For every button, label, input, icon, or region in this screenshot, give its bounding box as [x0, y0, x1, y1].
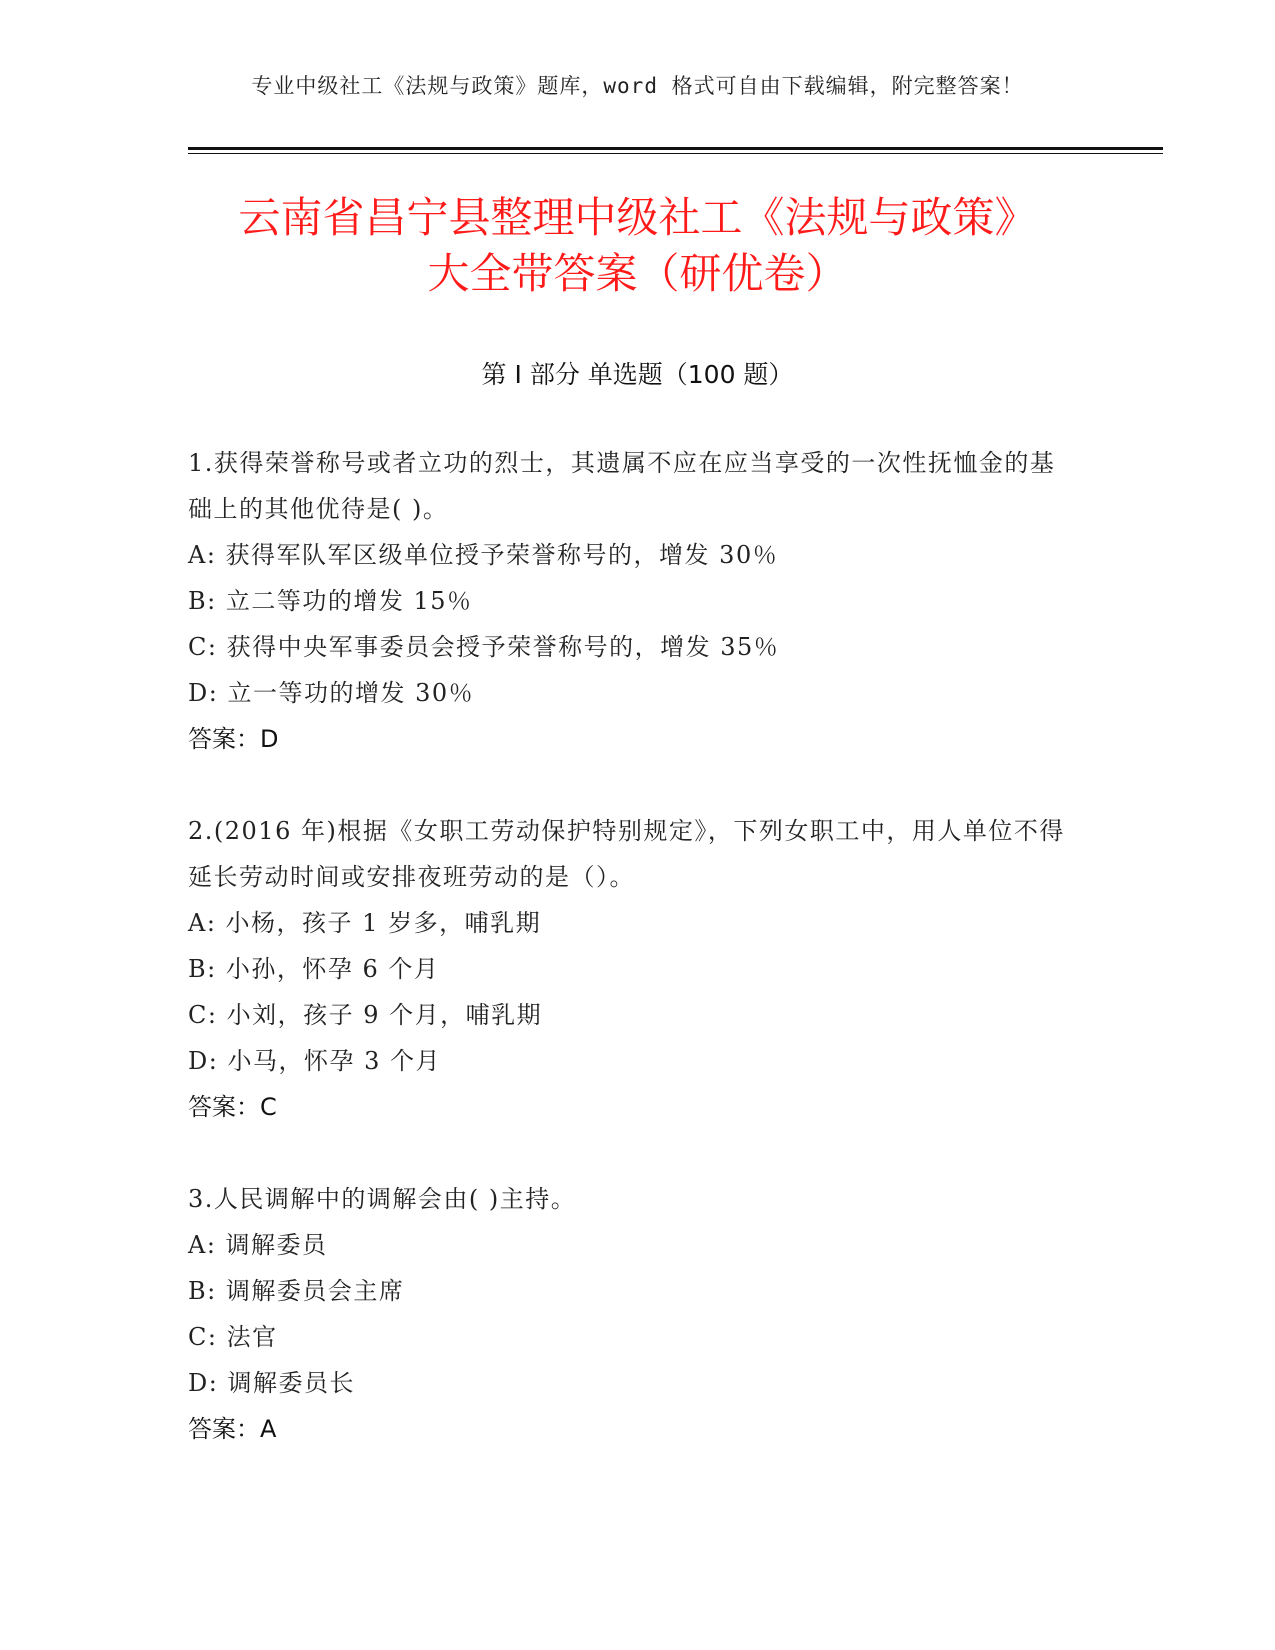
header-note: 专业中级社工《法规与政策》题库，word 格式可自由下载编辑，附完整答案！ — [251, 74, 1024, 98]
section-heading: 第 I 部分 单选题（100 题） — [481, 360, 794, 389]
option-b: B: 小孙，怀孕 6 个月 — [188, 955, 440, 983]
option-a: A: 小杨，孩子 1 岁多，哺乳期 — [188, 909, 542, 937]
option-d: D: 调解委员长 — [188, 1369, 355, 1397]
question-3 — [188, 1176, 1068, 1452]
question-2 — [188, 808, 1068, 1130]
option-a: A: 调解委员 — [188, 1231, 328, 1259]
option-c: C: 小刘，孩子 9 个月，哺乳期 — [188, 1001, 543, 1029]
option-d: D: 小马，怀孕 3 个月 — [188, 1047, 441, 1075]
header-divider-thin — [188, 153, 1163, 154]
question-text: 2.(2016 年)根据《女职工劳动保护特别规定》，下列女职工中，用人单位不得延长劳动时间或安排夜班劳动的是（）。 — [188, 817, 1065, 891]
answer-line: 答案：D — [188, 725, 279, 753]
question-text: 1.获得荣誉称号或者立功的烈士，其遗属不应在应当享受的一次性抚恤金的基础上的其他优待是( )。 — [188, 449, 1056, 523]
question-1 — [188, 440, 1068, 762]
answer-line: 答案：C — [188, 1093, 277, 1121]
header-divider-thick — [188, 147, 1163, 150]
option-d: D: 立一等功的增发 30％ — [188, 679, 475, 707]
question-list — [188, 440, 1068, 1498]
option-b: B: 调解委员会主席 — [188, 1277, 405, 1305]
document-title — [150, 190, 1125, 302]
document-title-line-2: 大全带答案（研优卷） — [427, 249, 848, 298]
option-b: B: 立二等功的增发 15％ — [188, 587, 473, 615]
answer-line: 答案：A — [188, 1415, 277, 1443]
option-c: C: 获得中央军事委员会授予荣誉称号的，增发 35％ — [188, 633, 780, 661]
option-a: A: 获得军队军区级单位授予荣誉称号的，增发 30％ — [188, 541, 779, 569]
option-c: C: 法官 — [188, 1323, 278, 1351]
document-title-line-1: 云南省昌宁县整理中级社工《法规与政策》 — [238, 193, 1037, 242]
question-text: 3.人民调解中的调解会由( )主持。 — [188, 1185, 577, 1213]
